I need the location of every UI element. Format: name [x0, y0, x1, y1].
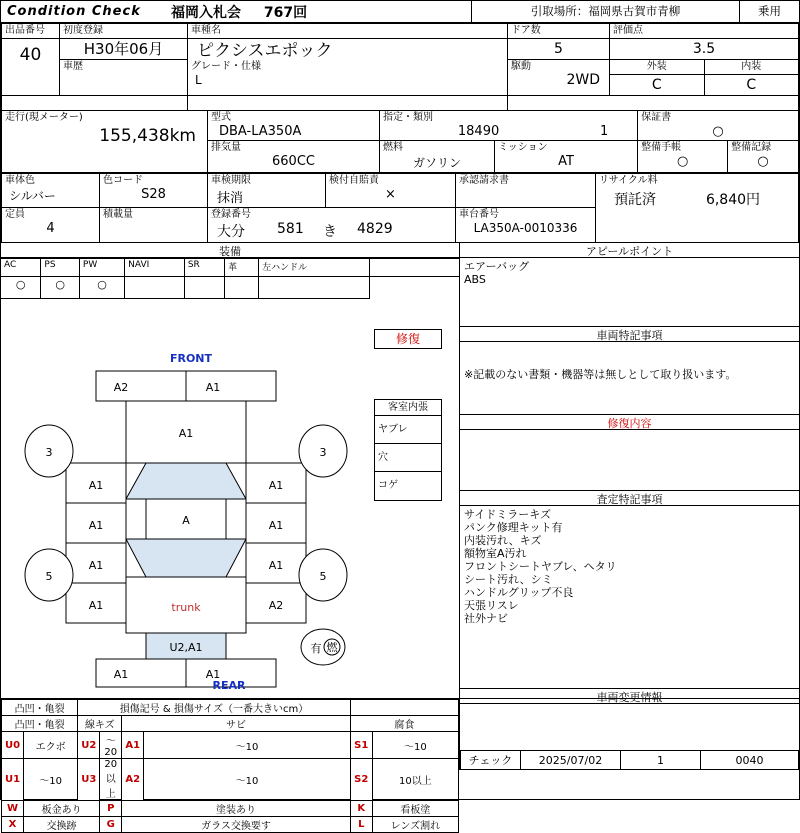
ext-label-cell [610, 60, 704, 75]
legend-key: U3 [78, 759, 100, 801]
middle-section [1, 243, 799, 704]
legend-table [1, 699, 459, 833]
svg-text:3: 3 [319, 446, 327, 459]
assessment-body [460, 506, 799, 688]
assessment-line: 社外ナビ [464, 612, 508, 625]
int-value: C [746, 77, 757, 93]
doors-cell [508, 39, 610, 60]
svg-text:A1: A1 [88, 519, 104, 532]
legend-text: 板金あり [24, 801, 100, 817]
legend-key: U1 [2, 759, 24, 801]
remarks-body [460, 342, 799, 414]
equipment-label-leather: 革 [228, 263, 238, 273]
lot-no-label: 出品番号 [5, 25, 45, 36]
legend-hdr-scratch: 線キズ [78, 716, 122, 732]
check-date: 2025/07/02 [521, 751, 621, 770]
diagram-front-label: FRONT [169, 352, 213, 365]
rating-value: 3.5 [692, 41, 716, 57]
equipment-label-navi: NAVI [128, 260, 150, 270]
warranty-mark: ○ [712, 124, 724, 139]
seats-value: 4 [46, 221, 55, 236]
auction-title [171, 2, 471, 22]
rating-cell [610, 39, 799, 60]
color-code-value: S28 [141, 187, 166, 202]
legend-hdr-corrosion: 腐食 [350, 716, 458, 732]
ext-value-cell [610, 75, 704, 96]
displacement-cell [208, 141, 380, 173]
maint-book-cell [638, 141, 728, 173]
svg-text:有: 有 [310, 642, 322, 655]
appeal-panel [460, 243, 799, 327]
recycle-label: リサイクル料 [599, 175, 658, 186]
shonin-cell [456, 174, 596, 208]
damage-diagram [1, 299, 459, 694]
chassis-label: 車台番号 [459, 209, 499, 220]
shonin-label: 承認請求書 [459, 175, 509, 186]
repair-content-title: 修復内容 [460, 415, 799, 430]
grade-spacer-left [2, 96, 188, 111]
equipment-table [1, 258, 459, 299]
legend-text: 塗装あり [122, 801, 351, 817]
equipment-blank [369, 259, 459, 277]
jibai-value: × [385, 187, 396, 202]
check-label: チェック [461, 751, 521, 770]
recycle-state: 預託済 [614, 192, 656, 208]
type-cell [208, 111, 380, 141]
interior-title: 客室内張 [375, 400, 441, 416]
recycle-fee: 6,840円 [705, 192, 761, 208]
displacement-label: 排気量 [211, 142, 241, 153]
appeal-line: ABS [464, 273, 486, 286]
vehicle-info-table [1, 23, 799, 110]
equipment-mark-leather [225, 277, 258, 279]
rating-label: 評価点 [613, 25, 643, 36]
drive-cell [508, 60, 610, 96]
warranty-label: 保証書 [641, 112, 672, 123]
svg-text:A1: A1 [88, 599, 104, 612]
equipment-mark-lhd [259, 277, 368, 279]
interior-row-tear: ヤブレ [375, 416, 441, 444]
legend-key: P [100, 801, 122, 817]
equipment-label-cell [1, 259, 41, 277]
drive-value: 2WD [566, 72, 600, 88]
odometer-cell [2, 111, 208, 173]
history-label: 車歴 [63, 61, 83, 72]
ext-label: 外装 [646, 61, 667, 72]
mission-label: ミッション [498, 142, 548, 153]
legend-text: レンズ割れ [372, 817, 458, 833]
shaken-cell [208, 174, 326, 208]
ext-value: C [651, 77, 662, 93]
grade-cell [188, 61, 508, 111]
equipment-label-cell [41, 259, 80, 277]
warranty-cell [638, 111, 799, 141]
assessment-line: サイドミラーキズ [464, 508, 552, 521]
equipment-label-ps: PS [44, 260, 56, 270]
legend-col-dent: 凸凹・亀裂 [2, 700, 78, 716]
legend-text: 交換跡 [24, 817, 100, 833]
svg-text:A1: A1 [268, 479, 284, 492]
first-reg-value: H30年06月 [83, 40, 164, 58]
svg-text:A1: A1 [205, 668, 221, 681]
maint-record-mark: ○ [757, 154, 769, 169]
int-label-cell [704, 60, 798, 75]
legend-panel [1, 699, 460, 832]
equipment-mark-cell [259, 277, 369, 299]
assessment-line: ハンドルグリップ不良 [464, 586, 574, 599]
fuel-cell [380, 141, 495, 173]
doors-label-cell [508, 24, 610, 39]
svg-text:A1: A1 [178, 427, 194, 440]
change-info-title: 車両変更情報 [460, 689, 799, 704]
vehicle-body-table [1, 173, 799, 243]
pickup-place [471, 1, 739, 22]
equipment-mark-cell [125, 277, 185, 299]
svg-text:A1: A1 [205, 381, 221, 394]
reg-no-number: 4829 [357, 221, 393, 237]
assessment-line: 額物室A汚れ [464, 547, 527, 560]
assessment-line: パンク修理キット有 [464, 521, 563, 534]
bottom-section [1, 698, 799, 832]
designation-label: 指定・類別 [383, 112, 433, 123]
recycle-cell [596, 174, 799, 243]
odometer-label: 走行(現メーター) [5, 112, 83, 123]
legend-text: 看板塗 [372, 801, 458, 817]
equipment-label-row [1, 259, 459, 277]
assessment-line: フロントシートヤブレ、ヘタリ [464, 560, 617, 573]
diagram-rear-label: REAR [212, 679, 246, 692]
designation-value-2: 1 [600, 124, 609, 139]
legend-text: 10以上 [372, 759, 458, 801]
legend-title: 損傷記号 & 損傷サイズ（一番大きいcm） [78, 700, 351, 716]
auction-number: 767回 [263, 4, 308, 21]
type-label: 型式 [211, 112, 231, 123]
svg-text:A1: A1 [268, 519, 284, 532]
equipment-label-cell [79, 259, 124, 277]
doors-value: 5 [554, 41, 563, 57]
remarks-title: 車両特記事項 [460, 327, 799, 342]
legend-key: U2 [78, 732, 100, 759]
footer-panel [460, 699, 799, 770]
registration-no-label: 登録番号 [211, 209, 251, 220]
equipment-mark-cell [79, 277, 124, 299]
repair-badge: 修復 [374, 329, 442, 349]
svg-text:A: A [182, 514, 190, 527]
equipment-mark-cell [225, 277, 259, 299]
legend-key: W [2, 801, 24, 817]
equipment-label-cell [225, 259, 259, 277]
interior-row-burn: コゲ [378, 480, 398, 491]
drive-label: 駆動 [511, 61, 531, 72]
repair-content-body [460, 430, 799, 490]
legend-text: ～20 [100, 732, 122, 759]
legend-text: エクボ [24, 732, 78, 759]
svg-text:A1: A1 [88, 479, 104, 492]
equipment-blank-2 [369, 277, 459, 299]
legend-key: A2 [122, 759, 144, 801]
footer-table [460, 750, 799, 770]
pickup-place-value: 福岡県古賀市青柳 [588, 4, 681, 18]
equipment-label-cell [259, 259, 369, 277]
seats-cell [2, 208, 100, 243]
model-name-label-cell [188, 24, 508, 39]
load-label: 積載量 [103, 209, 133, 220]
jibai-cell [326, 174, 456, 208]
check-num: 1 [621, 751, 701, 770]
grade-spacer-right [508, 96, 799, 111]
lot-no-label-cell [2, 24, 60, 39]
legend-text: ～10 [144, 759, 351, 801]
condition-check-title: Condition Check [7, 4, 141, 19]
displacement-value: 660CC [272, 154, 315, 169]
legend-text: ガラス交換要す [122, 817, 351, 833]
designation-cell [380, 111, 638, 141]
first-reg-cell [60, 39, 188, 60]
pickup-place-label: 引取場所： [530, 4, 589, 18]
legend-key: U0 [2, 732, 24, 759]
svg-text:A1: A1 [88, 559, 104, 572]
equipment-mark-pw: ○ [97, 278, 107, 291]
maint-record-cell [728, 141, 799, 173]
maint-book-mark: ○ [676, 154, 689, 169]
mission-value: AT [558, 154, 574, 169]
chassis-value: LA350A-0010336 [473, 221, 578, 235]
svg-text:U2,A1: U2,A1 [169, 641, 203, 654]
lot-no-cell [2, 39, 60, 96]
appeal-body [460, 258, 799, 326]
body-color-value: シルバー [9, 189, 56, 203]
interior-panel [374, 399, 442, 501]
doors-label: ドア数 [511, 25, 541, 36]
designation-value-1: 18490 [457, 124, 500, 139]
svg-text:A2: A2 [113, 381, 129, 394]
legend-text: ～10 [144, 732, 351, 759]
svg-text:3: 3 [45, 446, 53, 459]
assessment-line: シート汚れ、シミ [464, 573, 553, 586]
legend-hdr-dent: 凸凹・亀裂 [2, 716, 78, 732]
svg-text:5: 5 [319, 570, 327, 583]
int-value-cell [704, 75, 798, 96]
assessment-title: 査定特記事項 [460, 491, 799, 506]
svg-text:A2: A2 [268, 599, 284, 612]
fuel-value: ガソリン [412, 156, 461, 170]
equipment-label-cell [125, 259, 185, 277]
legend-spacer [350, 700, 458, 716]
vehicle-spec-table [1, 110, 799, 173]
equipment-mark-cell [184, 277, 224, 299]
svg-text:A1: A1 [268, 559, 284, 572]
left-column [1, 243, 460, 698]
grade-label: グレード・仕様 [191, 61, 261, 72]
equipment-mark-ac: ○ [15, 278, 26, 291]
svg-text:5: 5 [45, 570, 53, 583]
model-name-label: 車種名 [191, 25, 221, 36]
odometer-value: 155,438km [99, 126, 196, 146]
lot-no-value: 40 [19, 45, 42, 65]
auction-name: 福岡入札会 [171, 4, 241, 21]
equipment-mark-sr [185, 277, 224, 279]
diagram-trunk-label: trunk [171, 601, 201, 614]
check-code: 0040 [701, 751, 799, 770]
equipment-title: 装備 [1, 243, 459, 258]
shaken-label: 車検期限 [211, 175, 251, 186]
appeal-line: エアーバッグ [464, 260, 530, 273]
equipment-label-sr: SR [187, 260, 200, 270]
maint-record-label: 整備記録 [731, 142, 772, 153]
first-reg-label-cell [60, 24, 188, 39]
equipment-mark-cell [41, 277, 80, 299]
legend-key: A1 [122, 732, 144, 759]
equipment-mark-navi [125, 277, 184, 279]
int-label: 内装 [741, 61, 762, 72]
jibai-label: 検付自賠責 [329, 175, 379, 186]
legend-text: 20以上 [100, 759, 122, 801]
shaken-value: 抹消 [217, 191, 244, 206]
legend-key: G [100, 817, 122, 833]
seats-label: 定員 [5, 209, 25, 220]
interior-row-hole: 穴 [375, 444, 441, 472]
vehicle-category: 乗用 [739, 1, 799, 22]
body-color-label: 車体色 [5, 175, 35, 186]
repair-content-panel [460, 415, 799, 491]
color-code-cell [100, 174, 208, 208]
appeal-title: アピールポイント [460, 243, 799, 258]
legend-hdr-rust: サビ [122, 716, 351, 732]
equipment-mark-row [1, 277, 459, 299]
ext-int-cell [610, 60, 799, 96]
maint-book-label: 整備手帳 [641, 142, 682, 153]
equipment-mark-ps: ○ [55, 278, 65, 291]
equipment-label-ac: AC [4, 260, 17, 270]
body-color-cell [2, 174, 100, 208]
legend-key: X [2, 817, 24, 833]
legend-text: ～10 [372, 732, 458, 759]
first-reg-label: 初度登録 [63, 25, 103, 36]
color-code-label: 色コード [103, 175, 143, 186]
legend-key: S1 [350, 732, 372, 759]
legend-key: S2 [350, 759, 372, 801]
right-column [460, 243, 799, 704]
legend-key: K [350, 801, 372, 817]
equipment-mark-cell [1, 277, 41, 299]
legend-text: ～10 [24, 759, 78, 801]
type-value: DBA-LA350A [219, 124, 302, 139]
remarks-line: ※記載のない書類・機器等は無しとして取り扱います。 [464, 368, 737, 381]
assessment-line: 内装汚れ、キズ [464, 534, 542, 547]
grade-value: L [195, 73, 202, 87]
reg-no-kana: き [323, 224, 337, 240]
reg-no-area: 大分 [217, 224, 245, 240]
sheet-header [1, 1, 799, 23]
mission-cell [495, 141, 638, 173]
registration-no-cell [208, 208, 456, 243]
equipment-label-cell [184, 259, 224, 277]
chassis-cell [456, 208, 596, 243]
load-cell [100, 208, 208, 243]
equipment-label-lhd: 左ハンドル [262, 263, 308, 273]
svg-text:A1: A1 [113, 668, 129, 681]
model-name-value: ピクシスエポック [197, 41, 333, 61]
remarks-panel [460, 327, 799, 415]
reg-no-class: 581 [277, 221, 304, 237]
rating-label-cell [610, 24, 799, 39]
assessment-panel [460, 491, 799, 689]
svg-text:燃: 燃 [326, 641, 338, 654]
equipment-label-pw: PW [82, 260, 98, 270]
history-cell [60, 60, 188, 96]
fuel-label: 燃料 [383, 142, 403, 153]
legend-key: L [350, 817, 372, 833]
assessment-line: 天張リスレ [464, 599, 519, 612]
